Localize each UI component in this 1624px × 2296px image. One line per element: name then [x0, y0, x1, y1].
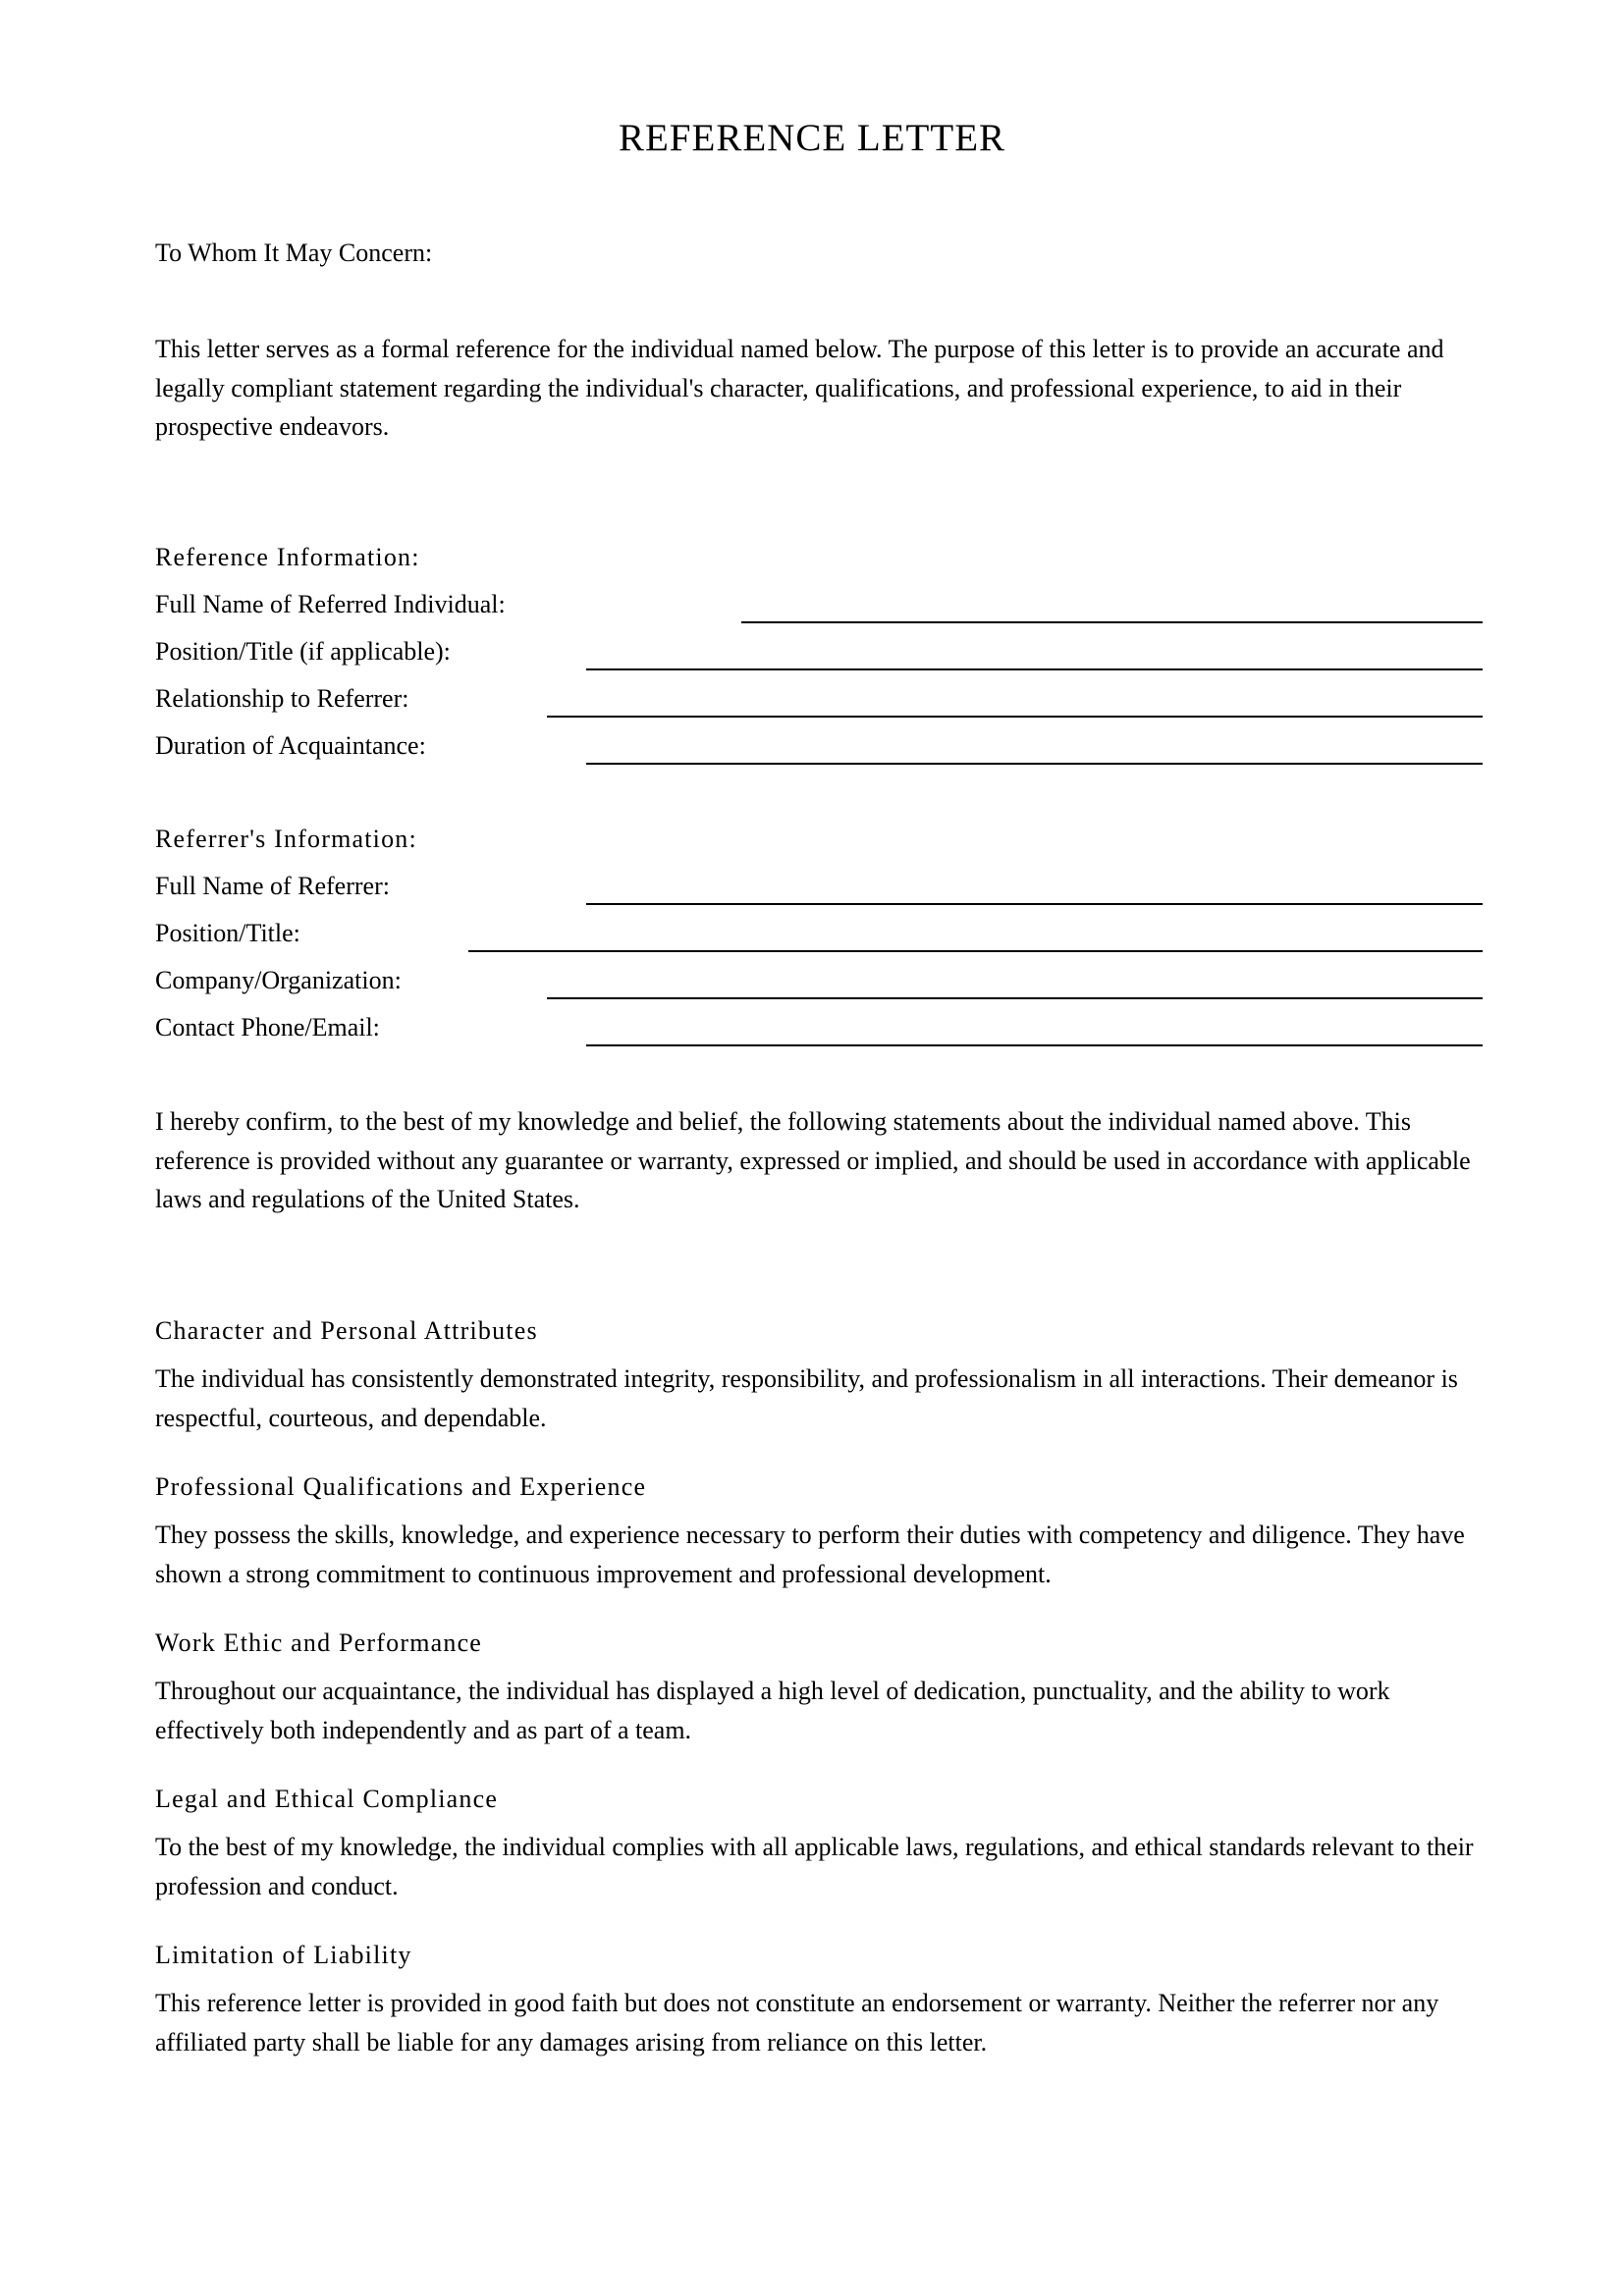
- section-body-work-ethic: Throughout our acquaintance, the individual has displayed a high level of dedication, punctuality, and the ability to work effectively both independently and as part of a team.: [155, 1677, 1390, 1744]
- field-line-referred-name[interactable]: [741, 621, 1483, 623]
- field-line-referred-position[interactable]: [586, 668, 1483, 670]
- section-heading-compliance: Legal and Ethical Compliance: [155, 1785, 499, 1813]
- field-label-referrer-name: Full Name of Referrer:: [155, 872, 390, 900]
- field-line-duration[interactable]: [586, 763, 1483, 765]
- field-label-contact: Contact Phone/Email:: [155, 1013, 380, 1041]
- section-heading-work-ethic: Work Ethic and Performance: [155, 1629, 483, 1657]
- section-body-liability: This reference letter is provided in good faith but does not constitute an endorsement or warranty. Neither the referrer nor any affiliated party shall be liable for any damages arising from reliance on this letter.: [155, 1989, 1439, 2056]
- field-line-referrer-name[interactable]: [586, 903, 1483, 905]
- section-body-character: The individual has consistently demonstrated integrity, responsibility, and professionalism in all interactions. Their demeanor is respectful, courteous, and dependable.: [155, 1364, 1458, 1432]
- section-heading-liability: Limitation of Liability: [155, 1941, 412, 1969]
- field-label-referred-name: Full Name of Referred Individual:: [155, 590, 506, 618]
- salutation: To Whom It May Concern:: [155, 239, 433, 267]
- confirmation-paragraph: I hereby confirm, to the best of my knowledge and belief, the following statements about the individual named above. This reference is provided without any guarantee or warranty, expressed or implied, and should be used in accordance with applicable laws and regulations of the United States.: [155, 1107, 1471, 1213]
- field-label-duration: Duration of Acquaintance:: [155, 731, 426, 760]
- document-title: REFERENCE LETTER: [618, 117, 1006, 159]
- section-body-qualifications: They possess the skills, knowledge, and experience necessary to perform their duties with competency and diligence. They have shown a strong commitment to continuous improvement and professional development.: [155, 1521, 1465, 1588]
- field-label-referred-position: Position/Title (if applicable):: [155, 637, 451, 666]
- field-label-referrer-position: Position/Title:: [155, 919, 300, 947]
- section-heading-qualifications: Professional Qualifications and Experience: [155, 1472, 647, 1501]
- reference-info-heading: Reference Information:: [155, 543, 420, 571]
- referrer-info-heading: Referrer's Information:: [155, 825, 417, 853]
- field-line-contact[interactable]: [586, 1044, 1483, 1046]
- section-body-compliance: To the best of my knowledge, the individual complies with all applicable laws, regulations, and ethical standards relevant to their profession and conduct.: [155, 1833, 1474, 1900]
- field-label-relationship: Relationship to Referrer:: [155, 684, 409, 713]
- field-line-referrer-position[interactable]: [468, 950, 1483, 952]
- field-line-relationship[interactable]: [547, 716, 1483, 718]
- field-label-company: Company/Organization:: [155, 966, 402, 994]
- field-line-company[interactable]: [547, 997, 1483, 999]
- section-heading-character: Character and Personal Attributes: [155, 1316, 538, 1345]
- intro-paragraph: This letter serves as a formal reference for the individual named below. The purpose of this letter is to provide an accurate and legally compliant statement regarding the individual's character, qualifications, and professional experience, to aid in their prospective endeavors.: [155, 335, 1444, 441]
